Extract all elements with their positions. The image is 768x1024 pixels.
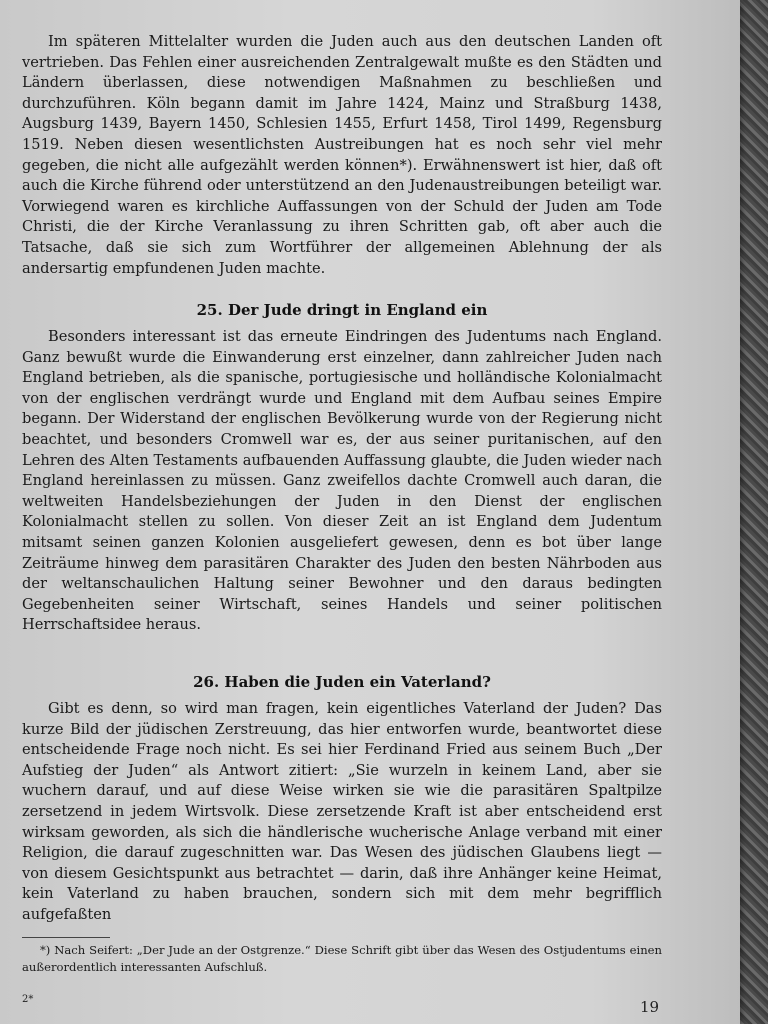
footnote-divider xyxy=(22,937,110,938)
background-fabric xyxy=(736,0,768,1024)
paragraph-expulsions xyxy=(22,32,662,279)
section-heading-26: 26. Haben die Juden ein Vaterland? xyxy=(193,673,491,691)
footnote xyxy=(22,942,662,976)
paragraph-text: Gibt es denn, so wird man fragen, kein eigentliches Vaterland der Juden? Das kurze Bild der jüdischen Zerstreuung, das hier entworfen wurde, beantwortet diese entscheidende Frage noch nicht. Es sei hier Ferdinand Fried aus seinem Buch „Der Aufstieg der Juden“ als Antwort zitiert: „Sie wurzeln in keinem Land, aber sie wuchern darauf, und auf diese Weise wirken sie wie die parasitären Spaltpilze zersetzend in jedem Wirtsvolk. Diese zersetzende Kraft ist aber entscheidend erst wirksam geworden, als sich die händlerische wucherische Anlage verband mit einer Religion, die darauf zugeschnitten war. Das Wesen des jüdischen Glaubens liegt — von diesem Gesichtspunkt aus betrachtet — darin, daß ihre Anhänger keine Heimat, kein Vaterland zu haben brauchen, sondern sich mit dem mehr begrifflich aufgefaßten xyxy=(22,700,662,923)
paragraph-england xyxy=(22,327,662,636)
signature-mark: 2* xyxy=(22,994,34,1005)
page-number: 19 xyxy=(640,998,660,1016)
footnote-text: *) Nach Seifert: „Der Jude an der Ostgrenze.“ Diese Schrift gibt über das Wesen des Ostjudentums einen außerordentlich interessanten Aufschluß. xyxy=(22,943,662,974)
paragraph-text: Besonders interessant ist das erneute Eindringen des Judentums nach England. Ganz bewußt wurde die Einwanderung erst einzelner, dann zahlreicher Juden nach England betrieben, als die spanische, portugiesische und holländische Kolonialmacht von der englischen verdrängt wurde und England mit dem Aufbau seines Empire begann. Der Widerstand der englischen Bevölkerung wurde von der Regierung nicht beachtet, und besonders Cromwell war es, der aus seiner puritanischen, auf den Lehren des Alten Testaments aufbauenden Auffassung glaubte, die Juden wieder nach England hereinlassen zu müssen. Ganz zweifellos dachte Cromwell auch daran, die weltweiten Handelsbeziehungen der Juden in den Dienst der englischen Kolonialmacht stellen zu sollen. Von dieser Zeit an ist England dem Judentum mitsamt seinen ganzen Kolonien ausgeliefert gewesen, denn es bot über lange Zeiträume hinweg dem parasitären Charakter des Juden den besten Nährboden aus der weltanschaulichen Haltung seiner Bewohner und den daraus bedingten Gegebenheiten seiner Wirtschaft, seines Handels und seiner politischen Herrschaftsidee heraus. xyxy=(22,328,662,634)
section-heading-25: 25. Der Jude dringt in England ein xyxy=(196,301,488,319)
paragraph-text: Im späteren Mittelalter wurden die Juden auch aus den deutschen Landen oft vertrieben. Das Fehlen einer ausreichenden Zentralgewalt mußte es den Städten und Ländern überlassen, diese notwendigen Maßnahmen zu beschließen und durchzuführen. Köln begann damit im Jahre 1424, Mainz und Straßburg 1438, Augsburg 1439, Bayern 1450, Schlesien 1455, Erfurt 1458, Tirol 1499, Regensburg 1519. Neben diesen wesentlichsten Austreibungen hat es noch sehr viel mehr gegeben, die nicht alle aufgezählt werden können*). Erwähnenswert ist hier, daß oft auch die Kirche führend oder unterstützend an den Judenaustreibungen beteiligt war. Vorwiegend waren es kirchliche Auffassungen von der Schuld der Juden am Tode Christi, die der Kirche Veranlassung zu ihren Schritten gab, oft aber auch die Tatsache, daß sie sich zum Wortführer der allgemeinen Ablehnung der als andersartig empfundenen Juden machte. xyxy=(22,33,662,277)
paragraph-fatherland xyxy=(22,699,662,926)
